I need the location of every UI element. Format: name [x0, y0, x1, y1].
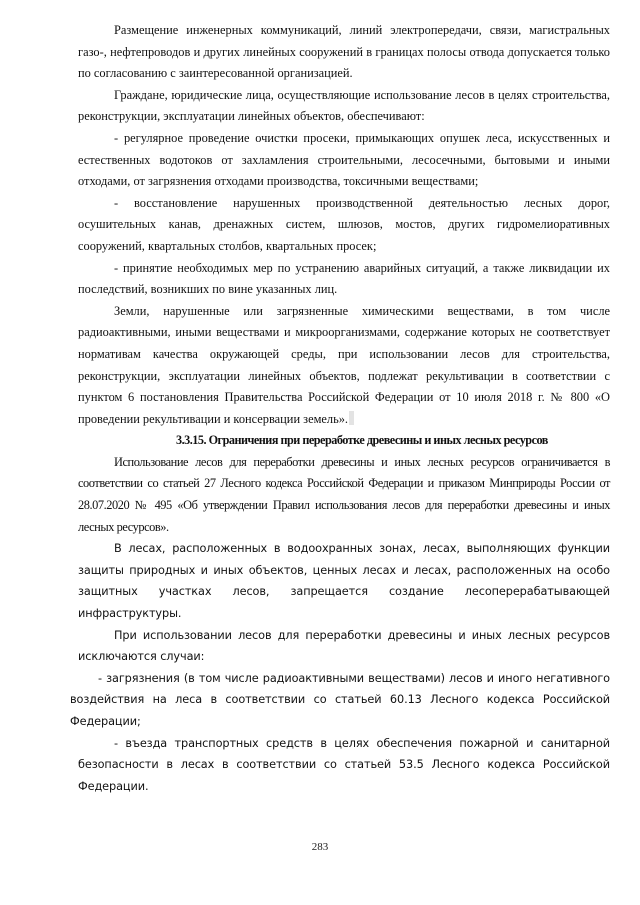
list-item-emergency: - принятие необходимых мер по устранению аварийных ситуаций, а также ликвидации их последствий, возникших по вине указанных лиц. [78, 260, 610, 297]
page-number: 283 [311, 841, 329, 853]
paragraph-2: Граждане, юридические лица, осуществляющие использование лесов в целях строительства, реконструкции, эксплуатации линейных объектов, обеспечивают: [78, 87, 610, 124]
paragraph-recultivation [78, 301, 610, 431]
paragraph-protected-forests: В лесах, расположенных в водоохранных зонах, лесах, выполняющих функции защиты природных и иных объектов, ценных лесах и лесах, расположенных на особо защитных участках лесов, запрещается создание лесоперерабатывающей инфраструктуры. [78, 542, 610, 621]
list-item-pollution: - загрязнения (в том числе радиоактивными веществами) лесов и иного негативного воздействия на леса в соответствии со статьей 60.13 Лесного кодекса Российской Федерации; [70, 671, 610, 728]
paragraph-processing-restrictions: Использование лесов для переработки древесины и иных лесных ресурсов ограничивается в соответствии со статьей 27 Лесного кодекса Российской Федерации и приказом Минприроды России от 28.07.2020 № 495 «Об утверждении Правил использования лесов для переработки древесины и иных лесных ресурсов». [78, 454, 610, 534]
list-item-vehicle-entry: - въезда транспортных средств в целях обеспечения пожарной и санитарной безопасности в лесах в соответствии со статьей 53.5 Лесного кодекса Российской Федерации. [78, 736, 610, 793]
page-body [70, 20, 610, 797]
paragraph-1: Размещение инженерных коммуникаций, линий электропередачи, связи, магистральных газо-, нефтепроводов и других линейных сооружений в границах полосы отвода допускается только по согласованию с заинтересованной организацией. [78, 23, 610, 81]
cursor-marker [349, 411, 354, 425]
list-item-cleaning: - регулярное проведение очистки просеки, примыкающих опушек леса, искусственных и естественных водотоков от захламления строительными, лесосечными, бытовыми и иными отходами, от загрязнения отходами производства, токсичными веществами; [78, 130, 610, 189]
paragraph-excluded-cases: При использовании лесов для переработки древесины и иных лесных ресурсов исключаются случаи: [78, 628, 610, 664]
section-heading: 3.3.15. Ограничения при переработке древесины и иных лесных ресурсов [176, 433, 548, 448]
list-item-restoration: - восстановление нарушенных производственной деятельностью лесных дорог, осушительных канав, дренажных систем, шлюзов, мостов, других гидромелиоративных сооружений, квартальных столбов, квартальных просек; [78, 195, 610, 253]
paragraph-recultivation-text: Земли, нарушенные или загрязненные химическими веществами, в том числе радиоактивными, иными веществами и микроорганизмами, содержание которых не соответствует нормативам качества окружающей среды, при использовании лесов для строительства, реконструкции, эксплуатации линейных объектов, подлежат рекультивации в соответствии с пунктом 6 постановления Правительства Российской Федерации от 10 июля 2018 г. № 800 «О проведении рекультивации и консервации земель». [78, 303, 610, 426]
